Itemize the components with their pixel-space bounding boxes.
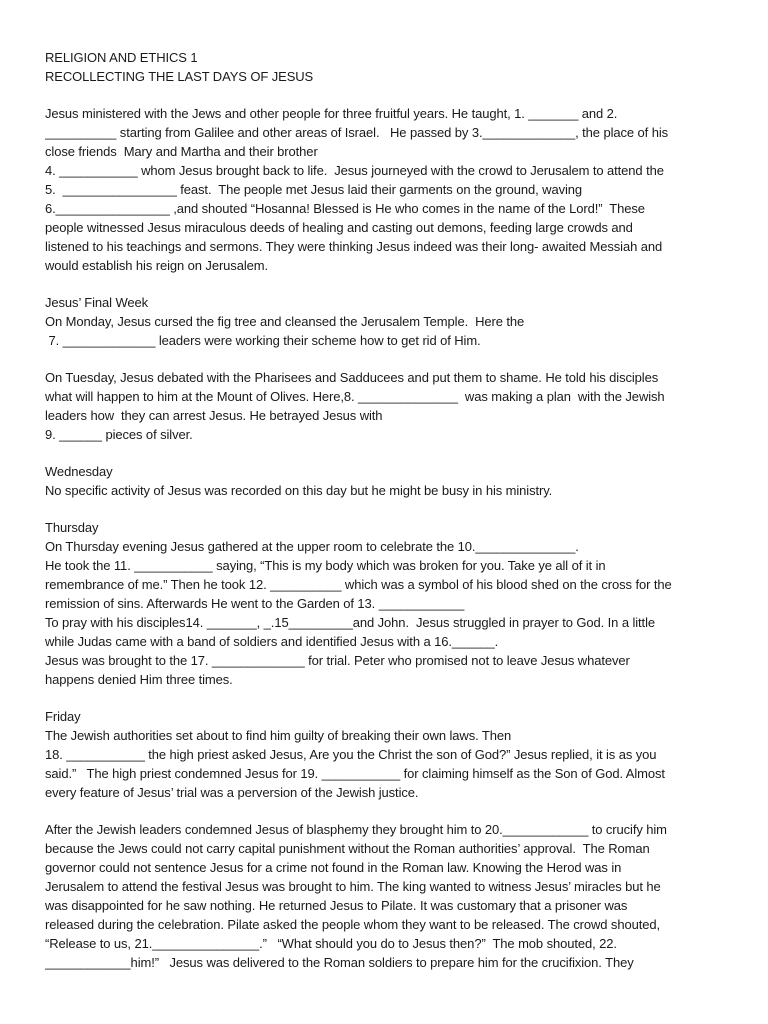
- text-line: Jesus ministered with the Jews and other people for three fruitful years. He taught, 1. _______ and 2.: [45, 106, 618, 121]
- section-heading: Jesus’ Final Week: [45, 295, 149, 310]
- text-line: while Judas came with a band of soldiers and identified Jesus with a 16.______.: [45, 634, 499, 649]
- text-line: 9. ______ pieces of silver.: [45, 427, 193, 442]
- text-line: ____________him!” Jesus was delivered to the Roman soldiers to prepare him for the crucifixion. They: [45, 955, 634, 970]
- text-line: every feature of Jesus’ trial was a perversion of the Jewish justice.: [45, 785, 419, 800]
- paragraph-gap: [45, 802, 735, 820]
- text-line: __________ starting from Galilee and other areas of Israel. He passed by 3._____________, the place of his: [45, 125, 669, 140]
- text-line: was disappointed for he saw nothing. He returned Jesus to Pilate. It was customary that a prisoner was: [45, 898, 628, 913]
- text-line: He took the 11. ___________ saying, “This is my body which was broken for you. Take ye all of it in: [45, 558, 606, 573]
- document-title: [45, 48, 735, 86]
- text-line: remission of sins. Afterwards He went to the Garden of 13. ____________: [45, 596, 465, 611]
- section-heading: Friday: [45, 709, 81, 724]
- text-line: 4. ___________ whom Jesus brought back to life. Jesus journeyed with the crowd to Jerusalem to attend the: [45, 163, 664, 178]
- text-line: what will happen to him at the Mount of Olives. Here,8. ______________ was making a plan with the Jewish: [45, 389, 665, 404]
- text-line: remembrance of me.” Then he took 12. __________ which was a symbol of his blood shed on the cross for the: [45, 577, 672, 592]
- text-line: said.” The high priest condemned Jesus for 19. ___________ for claiming himself as the Son of God. Almost: [45, 766, 665, 781]
- section-heading: Thursday: [45, 520, 99, 535]
- text-line: because the Jews could not carry capital punishment without the Roman authorities’ approval. The Roman: [45, 841, 650, 856]
- text-line: On Monday, Jesus cursed the fig tree and cleansed the Jerusalem Temple. Here the: [45, 314, 525, 329]
- paragraph-gap: [45, 86, 735, 104]
- section-heading: Wednesday: [45, 464, 113, 479]
- paragraph-gap: [45, 350, 735, 368]
- text-line: governor could not sentence Jesus for a crime not found in the Roman law. Knowing the Herod was in: [45, 860, 622, 875]
- text-line: On Thursday evening Jesus gathered at the upper room to celebrate the 10.______________.: [45, 539, 579, 554]
- paragraph-gap: [45, 689, 735, 707]
- paragraph-final-week: [45, 293, 735, 350]
- paragraph-intro: [45, 104, 735, 275]
- text-line: After the Jewish leaders condemned Jesus of blasphemy they brought him to 20.____________ to crucify him: [45, 822, 667, 837]
- text-line: leaders how they can arrest Jesus. He betrayed Jesus with: [45, 408, 383, 423]
- text-line: released during the celebration. Pilate asked the people whom they want to be released. The crowd shouted,: [45, 917, 661, 932]
- paragraph-gap: [45, 500, 735, 518]
- paragraph-thursday: [45, 518, 735, 689]
- title-line: RELIGION AND ETHICS 1: [45, 50, 198, 65]
- paragraph-wednesday: [45, 462, 735, 500]
- text-line: close friends Mary and Martha and their brother: [45, 144, 318, 159]
- paragraph-after-trial: [45, 820, 735, 972]
- worksheet-page: [45, 48, 735, 972]
- text-line: 5. ________________ feast. The people met Jesus laid their garments on the ground, waving: [45, 182, 583, 197]
- text-line: On Tuesday, Jesus debated with the Pharisees and Sadducees and put them to shame. He told his disciples: [45, 370, 659, 385]
- text-line: “Release to us, 21._______________.” “What should you do to Jesus then?” The mob shouted, 22.: [45, 936, 617, 951]
- text-line: The Jewish authorities set about to find him guilty of breaking their own laws. Then: [45, 728, 512, 743]
- text-line: 6.________________ ,and shouted “Hosanna! Blessed is He who comes in the name of the Lord!” These: [45, 201, 645, 216]
- text-line: listened to his teachings and sermons. They were thinking Jesus indeed was their long- awaited Messiah and: [45, 239, 663, 254]
- paragraph-gap: [45, 275, 735, 293]
- paragraph-friday: [45, 707, 735, 802]
- text-line: 7. _____________ leaders were working their scheme how to get rid of Him.: [45, 333, 481, 348]
- text-line: No specific activity of Jesus was recorded on this day but he might be busy in his ministry.: [45, 483, 553, 498]
- subtitle-line: RECOLLECTING THE LAST DAYS OF JESUS: [45, 69, 314, 84]
- text-line: Jerusalem to attend the festival Jesus was brought to him. The king wanted to witness Jesus’ miracles but he: [45, 879, 661, 894]
- text-line: To pray with his disciples14. _______, _.15_________and John. Jesus struggled in prayer to God. In a little: [45, 615, 655, 630]
- text-line: Jesus was brought to the 17. _____________ for trial. Peter who promised not to leave Jesus whatever: [45, 653, 630, 668]
- text-line: people witnessed Jesus miraculous deeds of healing and casting out demons, feeding large crowds and: [45, 220, 633, 235]
- text-line: would establish his reign on Jerusalem.: [45, 258, 268, 273]
- paragraph-tuesday: [45, 368, 735, 444]
- text-line: happens denied Him three times.: [45, 672, 233, 687]
- paragraph-gap: [45, 444, 735, 462]
- text-line: 18. ___________ the high priest asked Jesus, Are you the Christ the son of God?” Jesus replied, it is as you: [45, 747, 657, 762]
